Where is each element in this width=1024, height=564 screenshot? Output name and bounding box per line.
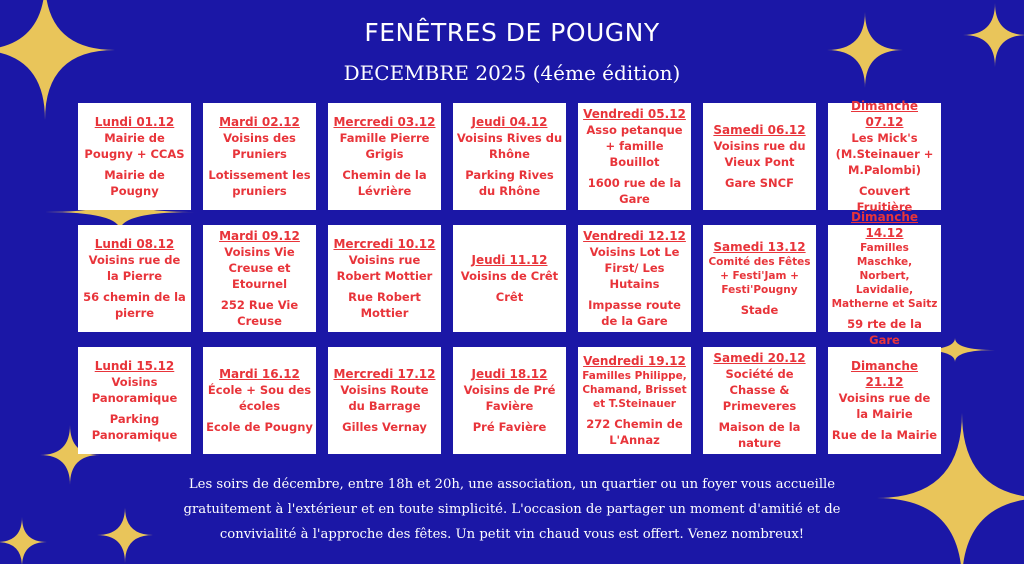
event-location: Rue Robert Mottier xyxy=(348,290,421,320)
event-calendar-grid xyxy=(78,99,941,454)
event-card xyxy=(578,103,691,210)
event-location: 252 Rue Vie Creuse xyxy=(220,298,299,328)
event-date: Jeudi 11.12 xyxy=(471,253,548,267)
event-card xyxy=(203,225,316,332)
event-card xyxy=(78,225,191,332)
event-card xyxy=(578,225,691,332)
event-card xyxy=(828,347,941,454)
footer-description: Les soirs de décembre, entre 18h et 20h, une association, un quartier ou un foyer vous accueille gratuitement à l'extérieur et en toute simplicité. L'occasion de partager un moment d'amitié et de convivialité à l'approche des fêtes. Un petit vin chaud vous est offert. Venez nombreux! xyxy=(183,477,841,542)
event-host: Familles Maschke, Norbert, Lavidalie, Matherne et Saitz xyxy=(831,242,938,310)
event-card xyxy=(328,103,441,210)
event-location: Impasse route de la Gare xyxy=(588,298,681,328)
event-location: Gare SNCF xyxy=(725,176,794,190)
event-card xyxy=(828,210,941,347)
event-location: Crêt xyxy=(495,290,524,304)
event-date: Samedi 13.12 xyxy=(713,240,806,254)
event-location: Parking Panoramique xyxy=(91,412,178,442)
event-date: Jeudi 04.12 xyxy=(471,115,548,129)
event-host: École + Sou des écoles xyxy=(207,383,312,413)
event-date: Dimanche 07.12 xyxy=(850,99,918,129)
event-host: Familles Philippe, Chamand, Brisset et T.Steinauer xyxy=(582,370,687,410)
event-card xyxy=(703,347,816,454)
event-card xyxy=(453,347,566,454)
event-host: Les Mick's (M.Steinauer + M.Palombi) xyxy=(835,131,934,177)
event-location: Parking Rives du Rhône xyxy=(465,168,554,198)
event-host: Voisins de Pré Favière xyxy=(463,383,556,413)
event-location: 272 Chemin de L'Annaz xyxy=(586,417,683,447)
event-date: Samedi 20.12 xyxy=(713,351,806,365)
event-date: Dimanche 14.12 xyxy=(850,210,918,240)
event-date: Lundi 01.12 xyxy=(94,115,175,129)
event-date: Vendredi 19.12 xyxy=(583,354,686,368)
event-host: Voisins de Crêt xyxy=(460,269,559,283)
event-date: Lundi 15.12 xyxy=(94,359,175,373)
event-location: Maison de la nature xyxy=(718,420,801,450)
event-date: Mardi 02.12 xyxy=(219,115,300,129)
event-date: Mercredi 17.12 xyxy=(333,367,436,381)
event-card xyxy=(78,347,191,454)
event-date: Vendredi 12.12 xyxy=(583,229,686,243)
event-host: Famille Pierre Grigis xyxy=(339,131,430,161)
event-location: Rue de la Mairie xyxy=(831,428,938,442)
event-date: Vendredi 05.12 xyxy=(583,107,686,121)
event-date: Mercredi 03.12 xyxy=(333,115,436,129)
event-date: Dimanche 21.12 xyxy=(850,359,918,389)
event-host: Asso petanque + famille Bouillot xyxy=(586,123,683,169)
event-card xyxy=(203,103,316,210)
event-host: Voisins rue de la Pierre xyxy=(88,253,181,283)
event-location: 56 chemin de la pierre xyxy=(83,290,186,320)
event-location: Stade xyxy=(740,303,779,317)
event-card xyxy=(328,347,441,454)
event-host: Voisins rue Robert Mottier xyxy=(336,253,433,283)
event-date: Samedi 06.12 xyxy=(713,123,806,137)
event-host: Société de Chasse & Primeveres xyxy=(722,367,797,413)
page-title: FENÊTRES DE POUGNY xyxy=(364,18,660,47)
event-card xyxy=(453,225,566,332)
event-location: Ecole de Pougny xyxy=(206,420,313,434)
event-host: Voisins rue de la Mairie xyxy=(838,391,931,421)
event-date: Jeudi 18.12 xyxy=(471,367,548,381)
star-icon xyxy=(0,517,47,564)
event-card xyxy=(453,103,566,210)
event-date: Mercredi 10.12 xyxy=(333,237,436,251)
event-location: 59 rte de la Gare xyxy=(847,317,922,347)
event-date: Mardi 09.12 xyxy=(219,229,300,243)
event-location: 1600 rue de la Gare xyxy=(587,176,682,206)
star-icon xyxy=(97,507,153,563)
event-date: Mardi 16.12 xyxy=(219,367,300,381)
event-card xyxy=(703,103,816,210)
page-subtitle: DECEMBRE 2025 (4éme édition) xyxy=(343,61,681,85)
event-card xyxy=(328,225,441,332)
event-host: Mairie de Pougny + CCAS xyxy=(84,131,185,161)
event-location: Gilles Vernay xyxy=(342,420,427,434)
event-location: Lotissement les pruniers xyxy=(208,168,311,198)
event-host: Voisins rue du Vieux Pont xyxy=(713,139,806,169)
event-host: Voisins Vie Creuse et Etournel xyxy=(224,245,295,291)
event-date: Lundi 08.12 xyxy=(94,237,175,251)
event-location: Couvert Fruitière xyxy=(856,184,913,214)
event-card xyxy=(78,103,191,210)
event-card xyxy=(703,225,816,332)
event-card xyxy=(578,347,691,454)
event-location: Mairie de Pougny xyxy=(104,168,165,198)
event-location: Chemin de la Lévrière xyxy=(342,168,427,198)
event-host: Voisins des Pruniers xyxy=(223,131,296,161)
event-host: Comité des Fêtes + Festi'Jam + Festi'Pougny xyxy=(708,256,811,296)
event-host: Voisins Panoramique xyxy=(91,375,178,405)
event-card xyxy=(828,99,941,214)
event-location: Pré Favière xyxy=(472,420,547,434)
event-host: Voisins Rives du Rhône xyxy=(456,131,563,161)
event-host: Voisins Lot Le First/ Les Hutains xyxy=(589,245,680,291)
event-host: Voisins Route du Barrage xyxy=(340,383,429,413)
event-card xyxy=(203,347,316,454)
